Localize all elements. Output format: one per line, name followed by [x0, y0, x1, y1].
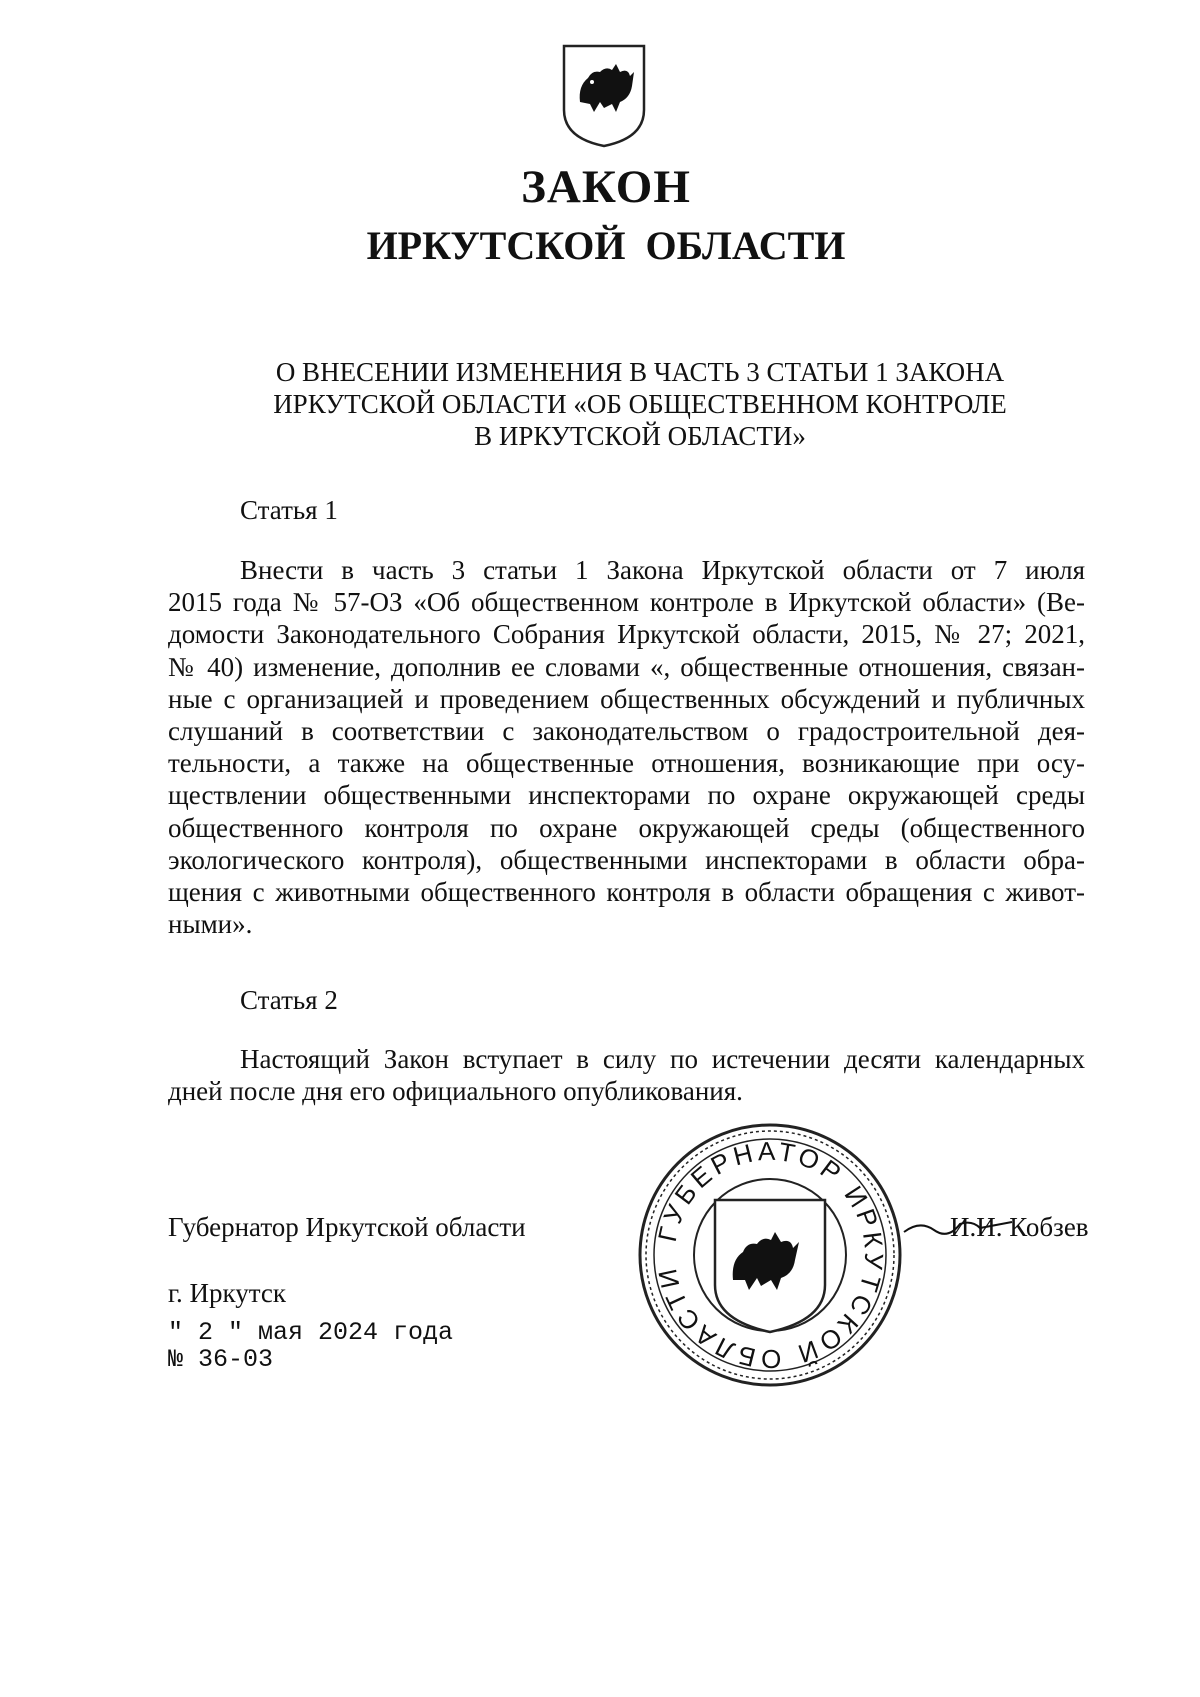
- subject-line: В ИРКУТСКОЙ ОБЛАСТИ»: [474, 421, 806, 451]
- text-line: ные с организацией и проведением общественных обсуждений и публичных: [168, 683, 1085, 714]
- document-title: ЗАКОН: [521, 161, 691, 213]
- text-line: Внести в часть 3 статьи 1 Закона Иркутской области от 7 июля: [240, 555, 1085, 585]
- text-line: слушаний в соответствии с законодательством о градостроительной дея-: [168, 716, 1085, 747]
- text-line: щения с животными общественного контроля в области обращения с живот-: [168, 877, 1085, 908]
- article-2-heading: Статья 2: [240, 985, 338, 1015]
- law-subject: [170, 356, 1110, 452]
- signatory-position: Губернатор Иркутской области: [168, 1212, 526, 1242]
- official-seal: [635, 1120, 905, 1390]
- article-2-text: [168, 1043, 1085, 1107]
- text-line: 2015 года № 57-ОЗ «Об общественном контроле в Иркутской области» (Ве-: [168, 587, 1085, 618]
- law-number: № 36-03: [168, 1345, 274, 1374]
- subject-line: ИРКУТСКОЙ ОБЛАСТИ «ОБ ОБЩЕСТВЕННОМ КОНТРОЛЕ: [273, 389, 1007, 419]
- document-region-title: ИРКУТСКОЙ ОБЛАСТИ: [366, 223, 846, 268]
- signing-city: г. Иркутск: [168, 1278, 286, 1308]
- text-line: тельности, а также на общественные отношения, возникающие при осу-: [168, 748, 1085, 779]
- text-line: № 40) изменение, дополнив ее словами «, общественные отношения, связан-: [168, 651, 1085, 682]
- article-1-text: [168, 554, 1085, 940]
- subject-line: О ВНЕСЕНИИ ИЗМЕНЕНИЯ В ЧАСТЬ 3 СТАТЬИ 1 ЗАКОНА: [275, 357, 1005, 387]
- article-1-heading: Статья 1: [240, 495, 338, 525]
- text-line: ными».: [168, 909, 253, 940]
- signatory-name: И.И. Кобзев: [950, 1212, 1089, 1242]
- text-line: Настоящий Закон вступает в силу по истечении десяти календарных: [240, 1044, 1085, 1074]
- coat-of-arms-emblem: [560, 42, 648, 150]
- text-line: домости Законодательного Собрания Иркутской области, 2015, № 27; 2021,: [168, 619, 1085, 650]
- text-line: дней после дня его официального опубликования.: [168, 1076, 743, 1107]
- text-line: общественного контроля по охране окружающей среды (общественного: [168, 812, 1085, 843]
- signing-date: " 2 " мая 2024 года: [168, 1318, 454, 1347]
- text-line: ществлении общественными инспекторами по охране окружающей среды: [168, 780, 1085, 811]
- seal-text: ГУБЕРНАТОР ИРКУТСКОЙ ОБЛАСТИ: [651, 1135, 890, 1375]
- text-line: экологического контроля), общественными инспекторами в области обра-: [168, 844, 1085, 875]
